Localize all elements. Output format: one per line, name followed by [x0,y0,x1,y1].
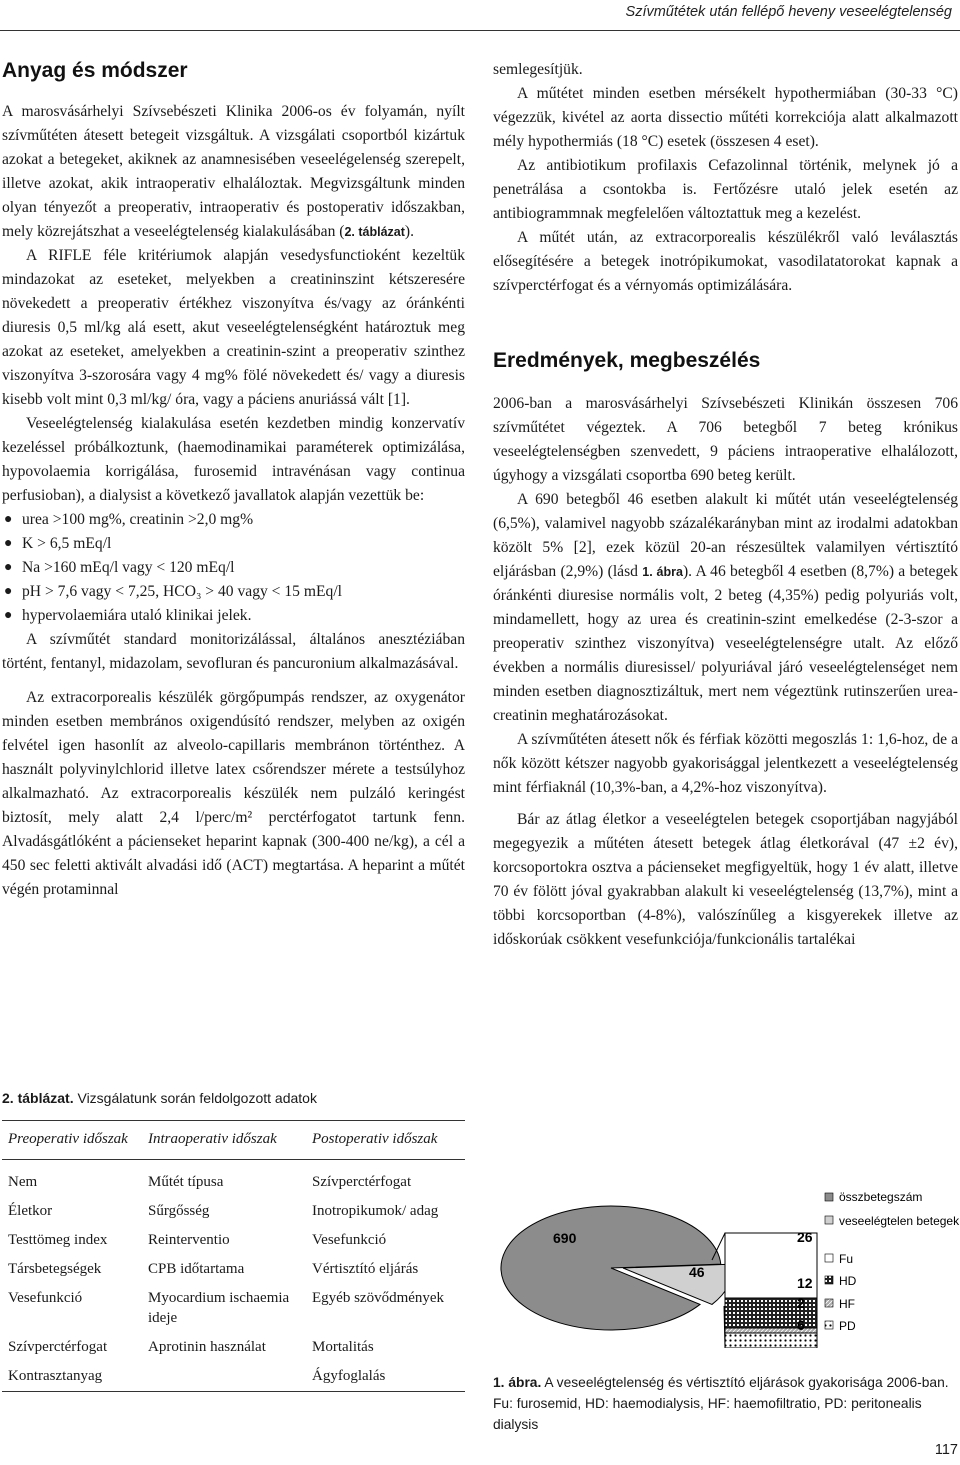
paragraph: Az antibiotikum profilaxis Cefazolinnal történik, melynek jó a penetrálása a csontokba is. Fertőzésre utaló jelek esetén az antibiogrammnak megfelelően változtattuk meg a kezelést. [493,157,958,222]
paragraph [2,100,465,244]
data-table [2,1120,465,1392]
figure-caption [493,1372,958,1435]
bar-label-pd: 6 [797,1317,805,1333]
list-item-text: pH > 7,6 vagy < 7,25, HCO₃ > 40 vagy < 15 mEq/l [22,583,342,600]
legend-label: Fu [839,1252,854,1266]
table-cell: Ágyfoglalás [306,1362,465,1392]
table-row [2,1255,465,1284]
table-cell: Reinterventio [148,1231,230,1248]
paragraph: Veseelégtelenség kialakulása esetén kezdetben mindig konzervatív kezeléssel próbálkoztunk, (haemodinamikai paraméterek optimizálása, hypovolaemia korrigálása, furosemid intravénásan vagy continua perfusioban), a dialysist a következő javallatok alapján vezettük be: [2,415,465,504]
section-heading-methods: Anyag és módszer [2,59,188,82]
paragraph: Bár az átlag életkor a veseelégtelen betegek csoportjában nagyjából megegyezik a műtéten átesett betegek átlag életkorával (47 ±2 év), korcsoportokra osztva a pácienseket megfigyeltük, hogy 1 év alatt, illetve 70 év fölött jóval gyakrabban alakult ki veseelégtelenség (13,7%), mint a többi korcsoportban (4-8%), valószínűleg a kisgyerekek illetve az időskorúak csökkent vesefunkciója/funkcionális tartalékai [493,811,958,948]
right-column [493,58,958,952]
left-column [2,58,465,902]
paragraph: semlegesítjük. [493,61,583,78]
bar-label-fu: 26 [797,1229,813,1245]
table-cell: Aprotinin használat [148,1338,266,1355]
figure-caption-label: 1. ábra. [493,1375,542,1390]
table-cell: Életkor [8,1202,53,1219]
bar-label-hf: 2 [797,1295,805,1311]
bar-label-hd: 12 [797,1275,813,1291]
legend-label: HD [839,1274,857,1288]
running-head [0,0,960,38]
table-cell: Egyéb szövődmények [312,1289,445,1306]
list-item [2,508,465,532]
legend-swatch-pd [825,1321,833,1329]
legend-label: veseelégtelen betegek [839,1214,960,1228]
paragraph-text: ). A 46 betegből 4 esetben (8,7%) a betegek óránkénti diuresise normális volt, 2 beteg (4,35%) pedig polyuriás volt, mindamellett, hogy az urea és creatinin-szint emelkedése (2-3-szor a preoperativ szinthez viszonyítva) veseelégtelenségre utalt. Az előző években a normális diuresissel/ polyuriával járó veseelégtelenséget nem minden esetben diagnosztizáltuk, mert nem végeztünk rutinszerűen urea-creatinin meghatározásokat. [493,563,958,724]
paragraph: A szívműtét standard monitorizálással, általános anesztéziában történt, fentanyl, midazolam, sevofluran és pancuronium alkalmazásával. [2,631,465,672]
bar-segment-pd [725,1333,817,1348]
column-header: Postoperativ időszak [306,1121,465,1160]
table-row [2,1160,465,1168]
table-row [2,1333,465,1362]
legend-swatch-fu [825,1254,833,1262]
legend-swatch-hf [825,1299,833,1307]
bullet-icon: ● [4,536,13,551]
table-spacer [2,1160,465,1168]
figure-caption-text: A veseelégtelenség és vértisztító eljárások gyakorisága 2006-ban. Fu: furosemid, HD: haemodialysis, HF: haemofiltratio, PD: peritonealis dialysis [493,1375,949,1432]
list-item-text: Na >160 mEq/l vagy < 120 mEq/l [22,559,235,576]
table-caption-label: 2. táblázat. [2,1090,74,1106]
pie-label-total: 690 [553,1230,577,1246]
table-cell: Társbetegségek [8,1260,102,1277]
paragraph-text: A 690 betegből 46 esetben alakult ki műtét után veseelégtelenség (6,5%), valamivel nagyobb százalékarányban mint az irodalmi adatokban közölt 5% [2], ezek közül 20-an részesültek valamilyen vértisztító eljárásban (2,9%) (lásd [493,491,958,580]
paragraph: A műtétet minden esetben mérsékelt hypothermiában (30-33 °C) végezzük, kivétel az aorta dissectio műtéti korrekciója alatt alkalmazott mély hypothermiás (18 °C) esetek (összesen 4 eset). [493,85,958,150]
table-row [2,1226,465,1255]
table-header-row [2,1121,465,1160]
table-cell [142,1362,306,1392]
paragraph-text: ). [404,223,414,240]
bullet-icon: ● [4,584,13,599]
table-row [2,1284,465,1333]
table-cell: Vesefunkció [8,1289,83,1306]
pie-label-ckd: 46 [689,1264,705,1280]
table-cell: Szívperctérfogat [312,1173,412,1190]
table-cell: Vesefunkció [312,1231,387,1248]
legend-swatch-ckd [825,1216,833,1224]
table-cell: Testtömeg index [8,1231,108,1248]
table-cell: Mortalitás [312,1338,374,1355]
legend-swatch-hd [825,1276,833,1284]
page-number: 117 [934,1442,958,1458]
paragraph [493,488,958,728]
header-rule [0,30,960,31]
paragraph: A RIFLE féle kritériumok alapján vesedysfunctioként kezeltük mindazokat az eseteket, melyekben a creatininszint kétszeresére növekedett a preoperativ értékhez viszonyítva és/vagy az óránkénti diuresis 0,5 ml/kg alá esett, akut veseelégtelenségként határoztuk meg azokat az eseteket, amelyekben a creatinin-szint a preoperativ szinthez viszonyítva 3-szorosára vagy 4 mg% fölé növekedett és/ vagy a diuresis kisebb volt mint 0,3 ml/kg/ óra, vagy a páciens anuriássá vált [1]. [2,247,465,408]
table-cell: Myocardium ischaemia ideje [148,1289,290,1326]
legend-label: PD [839,1319,856,1333]
table-cell: Szívperctérfogat [8,1338,108,1355]
paragraph: Az extracorporealis készülék görgőpumpás rendszer, az oxygenátor minden esetben membrános oxigendúsító rendszer, melyben az oxigén felvétel igen hasonlít az alveolo-capillaris membránon történthez. A használt polyvinylchlorid illetve latex csőrendszer mérete a testsúlyhoz alkalmazható. Az extracorporealis készülék nem pulzáló keringést biztosít, mely alatt 2,4 l/perc/m² perctérfogatot tartunk fenn. Alvadásgátlóként a pácienseket heparint kapnak (300-400 ne/kg), a cél a 450 sec feletti aktivált alvadási idő (ACT) megtartása. A heparint a műtét végén protaminnal [2,689,465,898]
list-item-text: urea >100 mg%, creatinin >2,0 mg% [22,511,254,528]
bullet-icon: ● [4,560,13,575]
list-item [2,532,465,556]
list-item-text: hypervolaemiára utaló klinikai jelek. [22,607,252,624]
figure-reference[interactable]: 1. ábra [642,565,683,579]
section-heading-results: Eredmények, megbeszélés [493,349,761,372]
table-cell: Műtét típusa [148,1173,224,1190]
paragraph: 2006-ban a marosvásárhelyi Szívsebészeti Klinikán összesen 706 szívműtétet végeztek. A 706 betegből 7 beteg krónikus veseelégtelenségben szenvedett, 9 páciens intraoperative elhalálozott, úgyhogy a vizsgálati csoportba 690 beteg került. [493,395,958,484]
bullet-icon: ● [4,608,13,623]
table-cell: CPB időtartama [148,1260,245,1277]
list-item [2,556,465,580]
table-row [2,1362,465,1392]
list-item-text: K > 6,5 mEq/l [22,535,112,552]
figure-1-chart [493,1188,960,1348]
table-reference[interactable]: 2. táblázat [344,225,405,239]
paragraph: A műtét után, az extracorporealis készülékről való leválasztás elősegítésére a betegek inotrópikumokat, vasodilatatorokat kapnak a szívperctérfogat és a vérnyomás optimizálására. [493,229,958,294]
legend-swatch-total [825,1193,833,1201]
table-cell: Inotropikumok/ adag [312,1202,439,1219]
legend-label: HF [839,1297,855,1311]
table-caption [2,1087,465,1109]
paragraph: A szívműtéten átesett nők és férfiak közötti megoszlás 1: 1,6-hoz, de a nők között kétszer nagyobb gyakorisággal jelentkezett a veseelégtelenség mint férfiaknál (10,3%-ban, a 4,2%-hoz viszonyítva). [493,731,958,796]
legend [825,1190,960,1333]
column-header: Intraoperativ időszak [142,1121,306,1160]
dialysis-criteria-list [2,508,465,628]
list-item [2,604,465,628]
table-row [2,1168,465,1197]
legend-label: összbetegszám [839,1190,923,1204]
bullet-icon: ● [4,512,13,527]
table-cell: Vértisztító eljárás [312,1260,419,1277]
table-cell: Nem [8,1173,38,1190]
running-head-title: Szívműtétek után fellépő heveny veseelégtelenség [625,4,952,20]
paragraph-text: A marosvásárhelyi Szívsebészeti Klinika 2006-os év folyamán, nyílt szívműtéten átesett betegeit vizsgáltuk. A vizsgálati csoportból kizártuk azokat a betegeket, akiknek az anamnesisében veseelégelenség szerepelt, illetve azokat, akik intraoperativ elhaláloztak. Megvizsgáltunk minden olyan tényezőt a preoperativ, intraoperativ és postoperativ időszakban, mely közrejátszhat a veseelégtelenség kialakulásában ( [2,103,465,240]
table-cell: Sűrgősség [148,1202,210,1219]
column-header: Preoperativ időszak [2,1121,142,1160]
chart-svg [493,1188,960,1348]
table-cell: Kontrasztanyag [2,1362,142,1392]
table-caption-text: Vizsgálatunk során feldolgozott adatok [73,1090,317,1106]
list-item [2,580,465,604]
table-row [2,1197,465,1226]
